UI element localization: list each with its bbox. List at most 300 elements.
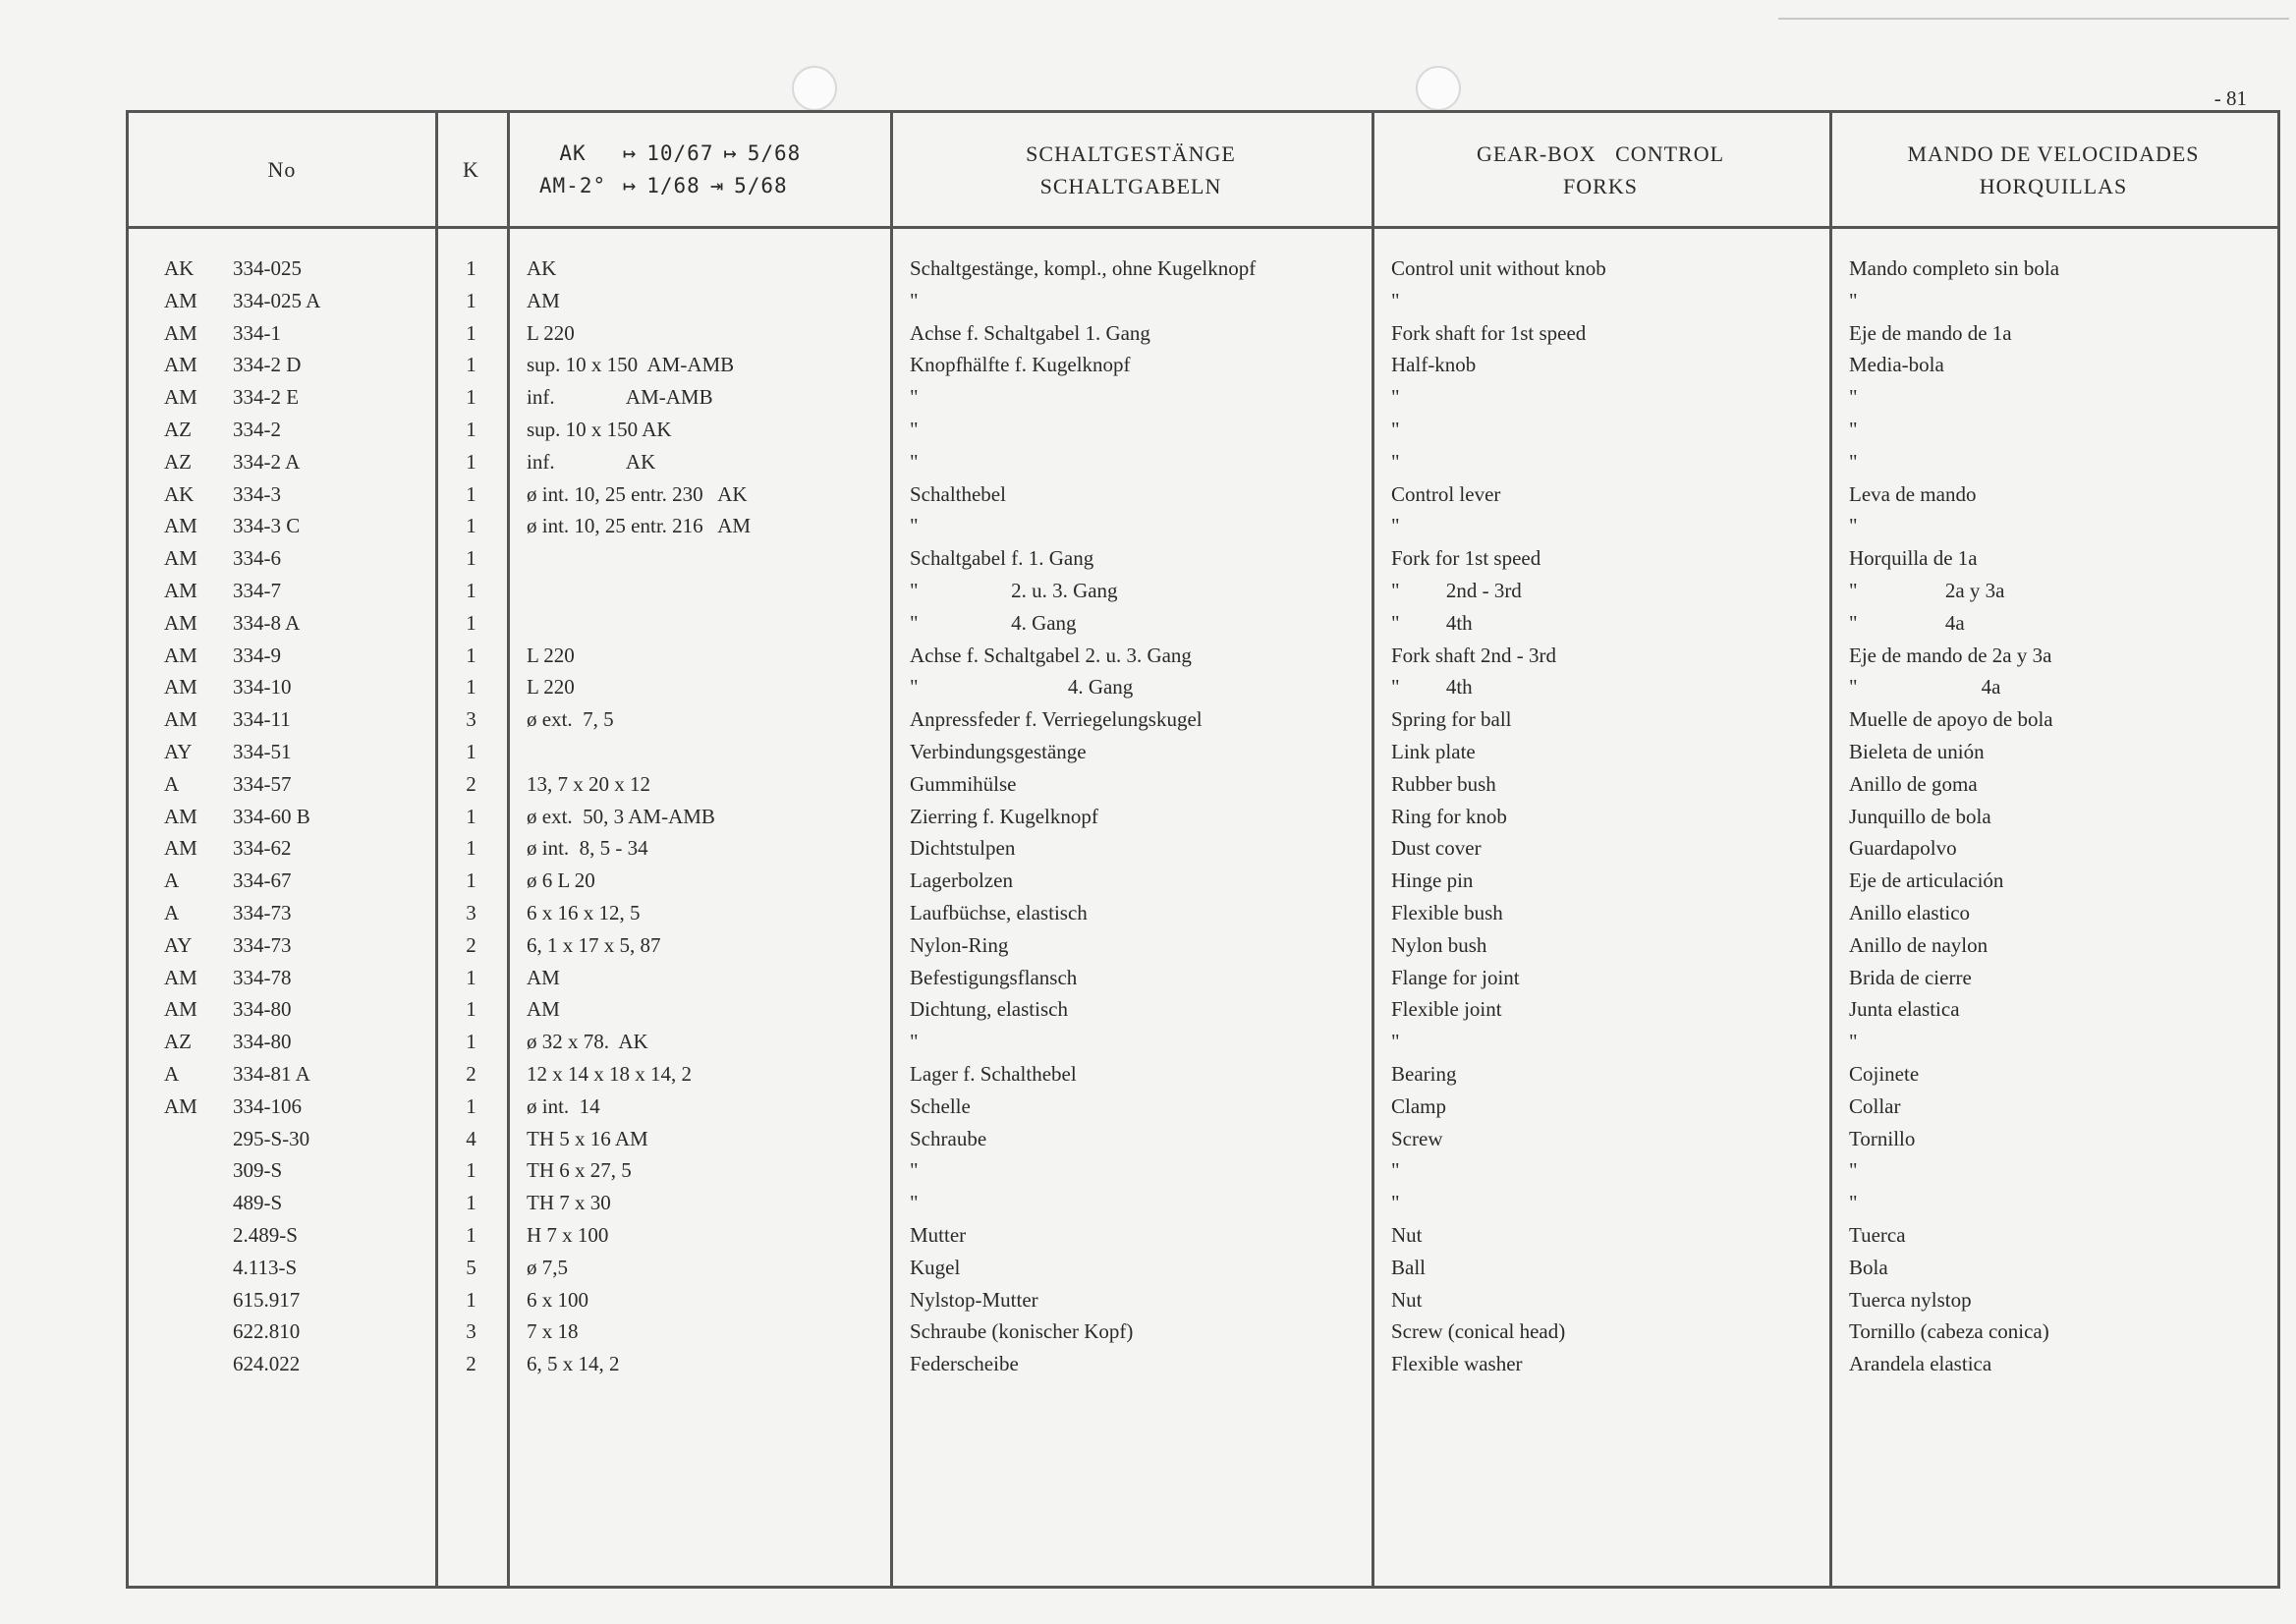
german-description-cell: " xyxy=(910,385,919,410)
part-number: 334-73 xyxy=(233,932,292,957)
english-description-cell: Fork for 1st speed xyxy=(1391,546,1541,571)
english-description-cell: Hinge pin xyxy=(1391,868,1474,893)
part-number: 334-106 xyxy=(233,1093,302,1118)
quantity-cell: 1 xyxy=(466,1191,476,1215)
part-number: 334-67 xyxy=(233,868,292,893)
part-number: 334-51 xyxy=(233,739,292,763)
table-row-part-number xyxy=(129,801,435,833)
german-description-cell: " xyxy=(910,449,919,474)
model-code: AZ xyxy=(164,449,192,474)
model-code: AM xyxy=(164,320,197,345)
quantity-cell: 1 xyxy=(466,965,476,989)
spanish-description-cell: " xyxy=(1849,514,1858,538)
english-description-cell: Ring for knob xyxy=(1391,804,1507,828)
table-row-part-number xyxy=(129,414,435,446)
quantity-cell: 1 xyxy=(466,256,476,280)
header-k xyxy=(435,113,507,229)
part-number: 334-11 xyxy=(233,707,291,732)
english-description-cell: " 4th xyxy=(1391,675,1473,700)
quantity-cell: 1 xyxy=(466,610,476,635)
column-english xyxy=(1372,113,1832,1586)
german-description-cell: Gummihülse xyxy=(910,771,1017,796)
english-description-cell: " xyxy=(1391,514,1400,538)
dimension-cell: 6 x 100 xyxy=(527,1287,588,1312)
table-row-part-number xyxy=(129,897,435,929)
header-k-label: K xyxy=(463,157,479,182)
part-number: 334-025 xyxy=(233,256,302,280)
model-code: AM xyxy=(164,288,197,312)
german-description-cell: " xyxy=(910,514,919,538)
table-row-part-number xyxy=(129,832,435,865)
model-code: AM xyxy=(164,1093,197,1118)
dimension-cell xyxy=(507,736,890,768)
dimension-cell xyxy=(507,542,890,575)
header-dim-line-1 xyxy=(532,138,801,170)
dimension-cell: ø ext. 50, 3 AM-AMB xyxy=(527,804,715,828)
spanish-description-cell: Anillo de goma xyxy=(1849,771,1978,796)
german-description-cell: Mutter xyxy=(910,1222,967,1247)
german-description-cell: " xyxy=(910,288,919,312)
part-number: 334-80 xyxy=(233,997,292,1022)
german-description-cell: Dichtstulpen xyxy=(910,836,1016,861)
spanish-description-cell: Tuerca nylstop xyxy=(1849,1287,1972,1312)
english-description-cell: Nut xyxy=(1391,1222,1423,1247)
arrow-stop-icon: ⇥ xyxy=(709,173,725,198)
quantity-cell: 1 xyxy=(466,1287,476,1312)
column-spanish xyxy=(1829,113,2277,1586)
model-code: AM xyxy=(164,836,197,861)
english-description-cell: " xyxy=(1391,288,1400,312)
column-k-body xyxy=(435,231,507,1380)
english-description-cell: " 2nd - 3rd xyxy=(1391,578,1522,602)
part-number: 334-73 xyxy=(233,900,292,924)
spanish-description-cell: " 2a y 3a xyxy=(1849,578,2005,602)
model-code: AM xyxy=(164,514,197,538)
part-number: 334-2 xyxy=(233,417,281,441)
model-code: AM xyxy=(164,707,197,732)
english-description-cell: Screw (conical head) xyxy=(1391,1319,1566,1344)
part-number: 334-62 xyxy=(233,836,292,861)
dimension-cell: 7 x 18 xyxy=(527,1319,579,1344)
part-number: 334-9 xyxy=(233,643,281,667)
german-description-cell: Schaltgestänge, kompl., ohne Kugelknopf xyxy=(910,256,1257,280)
quantity-cell: 4 xyxy=(466,1126,476,1150)
spanish-description-cell: Arandela elastica xyxy=(1849,1352,1992,1376)
spanish-description-cell: " 4a xyxy=(1849,675,2001,700)
dimension-cell: inf. AK xyxy=(527,449,656,474)
dimension-cell: L 220 xyxy=(527,643,575,667)
spanish-description-cell: Cojinete xyxy=(1849,1061,1920,1086)
quantity-cell: 1 xyxy=(466,997,476,1022)
column-german xyxy=(890,113,1374,1586)
dimension-cell: AM xyxy=(527,288,560,312)
table-row-part-number xyxy=(129,865,435,897)
quantity-cell: 1 xyxy=(466,643,476,667)
table-row-part-number xyxy=(129,446,435,478)
spanish-description-cell: " 4a xyxy=(1849,610,1965,635)
english-description-cell: Fork shaft for 1st speed xyxy=(1391,320,1587,345)
english-description-cell: Dust cover xyxy=(1391,836,1482,861)
english-description-cell: " xyxy=(1391,1030,1400,1054)
part-number: 334-3 xyxy=(233,481,281,506)
spanish-description-cell: Junquillo de bola xyxy=(1849,804,1991,828)
german-description-cell: Schelle xyxy=(910,1093,971,1118)
table-row-part-number xyxy=(129,349,435,381)
quantity-cell: 1 xyxy=(466,546,476,571)
model-code: A xyxy=(164,1061,180,1086)
quantity-cell: 1 xyxy=(466,449,476,474)
column-english-body xyxy=(1372,231,1829,1380)
english-description-cell: Nut xyxy=(1391,1287,1423,1312)
german-description-cell: " xyxy=(910,1158,919,1183)
table-row-part-number xyxy=(129,1187,435,1219)
part-number: 334-81 A xyxy=(233,1061,310,1086)
dimension-cell: AM xyxy=(527,997,560,1022)
model-code: AZ xyxy=(164,417,192,441)
model-code: AM xyxy=(164,546,197,571)
table-row-part-number xyxy=(129,1058,435,1091)
english-description-cell: Clamp xyxy=(1391,1093,1446,1118)
model-code: AK xyxy=(164,256,195,280)
header-dim-date-2a: 1/68 xyxy=(646,173,700,197)
spanish-description-cell: Horquilla de 1a xyxy=(1849,546,1978,571)
table-row-part-number xyxy=(129,510,435,542)
table-row-part-number xyxy=(129,962,435,994)
table-row-part-number xyxy=(129,1348,435,1380)
german-description-cell: " 4. Gang xyxy=(910,675,1134,700)
table-row-part-number xyxy=(129,768,435,801)
quantity-cell: 3 xyxy=(466,707,476,732)
column-german-body xyxy=(890,231,1372,1380)
part-number: 4.113-S xyxy=(233,1255,298,1279)
model-code: AY xyxy=(164,932,193,957)
punch-hole-right xyxy=(1416,66,1461,111)
spanish-description-cell: Bieleta de unión xyxy=(1849,739,1985,763)
dimension-cell: inf. AM-AMB xyxy=(527,385,713,410)
german-description-cell: Schraube (konischer Kopf) xyxy=(910,1319,1134,1344)
quantity-cell: 2 xyxy=(466,932,476,957)
quantity-cell: 2 xyxy=(466,771,476,796)
dimension-cell: ø int. 14 xyxy=(527,1093,600,1118)
model-code: AM xyxy=(164,578,197,602)
header-german-line-2: SCHALTGABELN xyxy=(1039,173,1222,198)
table-row-part-number xyxy=(129,607,435,640)
part-number: 622.810 xyxy=(233,1319,301,1344)
part-number: 334-3 C xyxy=(233,514,301,538)
part-number: 334-2 A xyxy=(233,449,301,474)
german-description-cell: Dichtung, elastisch xyxy=(910,997,1068,1022)
german-description-cell: Verbindungsgestänge xyxy=(910,739,1087,763)
spanish-description-cell: " xyxy=(1849,1158,1858,1183)
spanish-description-cell: Leva de mando xyxy=(1849,481,1977,506)
arrow-icon: ↦ xyxy=(623,173,638,198)
dimension-cell: TH 6 x 27, 5 xyxy=(527,1158,632,1183)
german-description-cell: Federscheibe xyxy=(910,1352,1019,1376)
dimension-cell: 6 x 16 x 12, 5 xyxy=(527,900,641,924)
dimension-cell: 13, 7 x 20 x 12 xyxy=(527,771,650,796)
german-description-cell: Laufbüchse, elastisch xyxy=(910,900,1088,924)
english-description-cell: Half-knob xyxy=(1391,353,1477,377)
model-code: A xyxy=(164,868,180,893)
header-dim-model-2: AM-2° xyxy=(538,173,607,197)
header-dim-model-1: AK xyxy=(559,140,587,165)
spanish-description-cell: Mando completo sin bola xyxy=(1849,256,2060,280)
arrow-icon: ↦ xyxy=(623,140,638,166)
spanish-description-cell: " xyxy=(1849,417,1858,441)
german-description-cell: Schraube xyxy=(910,1126,987,1150)
dimension-cell: H 7 x 100 xyxy=(527,1222,609,1247)
quantity-cell: 1 xyxy=(466,481,476,506)
quantity-cell: 1 xyxy=(466,1030,476,1054)
table-row-part-number xyxy=(129,542,435,575)
english-description-cell: Ball xyxy=(1391,1255,1426,1279)
dimension-cell xyxy=(507,607,890,640)
table-row-part-number xyxy=(129,1026,435,1058)
dimension-cell xyxy=(507,575,890,607)
english-description-cell: " xyxy=(1391,417,1400,441)
part-number: 334-2 D xyxy=(233,353,302,377)
part-number: 309-S xyxy=(233,1158,283,1183)
quantity-cell: 1 xyxy=(466,320,476,345)
spanish-description-cell: " xyxy=(1849,449,1858,474)
dimension-cell: ø int. 8, 5 - 34 xyxy=(527,836,648,861)
quantity-cell: 1 xyxy=(466,1222,476,1247)
dimension-cell: TH 5 x 16 AM xyxy=(527,1126,648,1150)
model-code: AM xyxy=(164,997,197,1022)
model-code: AM xyxy=(164,965,197,989)
german-description-cell: " xyxy=(910,1030,919,1054)
english-description-cell: " 4th xyxy=(1391,610,1473,635)
table-row-part-number xyxy=(129,317,435,350)
table-row-part-number xyxy=(129,1284,435,1316)
quantity-cell: 1 xyxy=(466,675,476,700)
column-no xyxy=(129,113,438,1586)
header-english-line-2: FORKS xyxy=(1563,173,1638,198)
quantity-cell: 1 xyxy=(466,1158,476,1183)
part-number: 624.022 xyxy=(233,1352,301,1376)
dimension-cell: AK xyxy=(527,256,557,280)
spanish-description-cell: Tornillo xyxy=(1849,1126,1916,1150)
german-description-cell: Anpressfeder f. Verriegelungskugel xyxy=(910,707,1203,732)
header-german-line-1: SCHALTGESTÄNGE xyxy=(1026,140,1236,166)
german-description-cell: Zierring f. Kugelknopf xyxy=(910,804,1098,828)
quantity-cell: 3 xyxy=(466,1319,476,1344)
table-row-part-number xyxy=(129,575,435,607)
model-code: AM xyxy=(164,353,197,377)
spanish-description-cell: Eje de mando de 1a xyxy=(1849,320,2012,345)
english-description-cell: Spring for ball xyxy=(1391,707,1512,732)
part-number: 334-6 xyxy=(233,546,281,571)
english-description-cell: " xyxy=(1391,449,1400,474)
spanish-description-cell: Eje de mando de 2a y 3a xyxy=(1849,643,2052,667)
header-spanish-line-1: MANDO DE VELOCIDADES xyxy=(1907,140,2200,166)
header-no xyxy=(129,113,435,229)
table-row-part-number xyxy=(129,1123,435,1155)
header-english xyxy=(1372,113,1829,229)
german-description-cell: " 2. u. 3. Gang xyxy=(910,578,1118,602)
dimension-cell: ø int. 10, 25 entr. 230 AK xyxy=(527,481,748,506)
table-row-part-number xyxy=(129,1252,435,1284)
part-number: 295-S-30 xyxy=(233,1126,310,1150)
quantity-cell: 1 xyxy=(466,417,476,441)
table-row-part-number xyxy=(129,285,435,317)
german-description-cell: Nylon-Ring xyxy=(910,932,1009,957)
german-description-cell: Knopfhälfte f. Kugelknopf xyxy=(910,353,1131,377)
header-no-label: No xyxy=(267,157,297,182)
quantity-cell: 2 xyxy=(466,1352,476,1376)
column-k xyxy=(435,113,510,1586)
english-description-cell: Bearing xyxy=(1391,1061,1457,1086)
punch-hole-left xyxy=(792,66,837,111)
dimension-cell: sup. 10 x 150 AM-AMB xyxy=(527,353,735,377)
dimension-cell: ø ext. 7, 5 xyxy=(527,707,614,732)
table-row-part-number xyxy=(129,993,435,1026)
dimension-cell: ø 7,5 xyxy=(527,1255,568,1279)
english-description-cell: " xyxy=(1391,1191,1400,1215)
part-number: 334-025 A xyxy=(233,288,321,312)
header-dim-date-1a: 10/67 xyxy=(646,140,714,165)
dimension-cell: L 220 xyxy=(527,320,575,345)
english-description-cell: Link plate xyxy=(1391,739,1476,763)
part-number: 489-S xyxy=(233,1191,283,1215)
dimension-cell: 6, 5 x 14, 2 xyxy=(527,1352,620,1376)
model-code: A xyxy=(164,771,180,796)
model-code: AZ xyxy=(164,1030,192,1054)
spanish-description-cell: Anillo de naylon xyxy=(1849,932,1988,957)
table-row-part-number xyxy=(129,1219,435,1252)
english-description-cell: Flange for joint xyxy=(1391,965,1520,989)
model-code: A xyxy=(164,900,180,924)
dimension-cell: 12 x 14 x 18 x 14, 2 xyxy=(527,1061,692,1086)
part-number: 334-2 E xyxy=(233,385,300,410)
column-dimensions-body xyxy=(507,231,890,1380)
model-code: AM xyxy=(164,385,197,410)
english-description-cell: Screw xyxy=(1391,1126,1443,1150)
english-description-cell: Flexible joint xyxy=(1391,997,1502,1022)
header-dim-date-1b: 5/68 xyxy=(747,140,802,165)
table-row-part-number xyxy=(129,252,435,285)
english-description-cell: Rubber bush xyxy=(1391,771,1496,796)
dimension-cell: AM xyxy=(527,965,560,989)
model-code: AY xyxy=(164,739,193,763)
dimension-cell: sup. 10 x 150 AK xyxy=(527,417,672,441)
quantity-cell: 1 xyxy=(466,288,476,312)
page-number: - 81 xyxy=(2213,86,2247,110)
german-description-cell: " xyxy=(910,1191,919,1215)
german-description-cell: Kugel xyxy=(910,1255,961,1279)
spanish-description-cell: Junta elastica xyxy=(1849,997,1960,1022)
table-row-part-number xyxy=(129,703,435,736)
parts-table xyxy=(126,110,2280,1589)
part-number: 334-80 xyxy=(233,1030,292,1054)
part-number: 615.917 xyxy=(233,1287,301,1312)
spanish-description-cell: " xyxy=(1849,1030,1858,1054)
model-code: AM xyxy=(164,675,197,700)
spanish-description-cell: Brida de cierre xyxy=(1849,965,1972,989)
spanish-description-cell: Guardapolvo xyxy=(1849,836,1957,861)
english-description-cell: Flexible washer xyxy=(1391,1352,1523,1376)
dimension-cell: ø 6 L 20 xyxy=(527,868,595,893)
english-description-cell: " xyxy=(1391,1158,1400,1183)
table-row-part-number xyxy=(129,1091,435,1123)
table-row-part-number xyxy=(129,1154,435,1187)
german-description-cell: " xyxy=(910,417,919,441)
german-description-cell: Lager f. Schalthebel xyxy=(910,1061,1077,1086)
quantity-cell: 1 xyxy=(466,868,476,893)
quantity-cell: 5 xyxy=(466,1255,476,1279)
table-row-part-number xyxy=(129,1316,435,1348)
spanish-description-cell: " xyxy=(1849,385,1858,410)
german-description-cell: " 4. Gang xyxy=(910,610,1077,635)
german-description-cell: Schaltgabel f. 1. Gang xyxy=(910,546,1094,571)
english-description-cell: Nylon bush xyxy=(1391,932,1487,957)
spanish-description-cell: Media-bola xyxy=(1849,353,1944,377)
spanish-description-cell: " xyxy=(1849,1191,1858,1215)
column-no-body xyxy=(129,231,435,1380)
spanish-description-cell: Tornillo (cabeza conica) xyxy=(1849,1319,2049,1344)
table-row-part-number xyxy=(129,736,435,768)
header-dim-line-2 xyxy=(532,170,788,202)
spanish-description-cell: Muelle de apoyo de bola xyxy=(1849,707,2053,732)
part-number: 334-60 B xyxy=(233,804,310,828)
quantity-cell: 3 xyxy=(466,900,476,924)
table-row-part-number xyxy=(129,671,435,703)
dimension-cell: ø int. 10, 25 entr. 216 AM xyxy=(527,514,752,538)
header-dimensions xyxy=(507,113,890,229)
spanish-description-cell: Anillo elastico xyxy=(1849,900,1971,924)
english-description-cell: Fork shaft 2nd - 3rd xyxy=(1391,643,1556,667)
column-dimensions xyxy=(507,113,893,1586)
german-description-cell: Lagerbolzen xyxy=(910,868,1013,893)
english-description-cell: Control lever xyxy=(1391,481,1501,506)
spanish-description-cell: " xyxy=(1849,288,1858,312)
column-spanish-body xyxy=(1829,231,2277,1380)
spanish-description-cell: Bola xyxy=(1849,1255,1888,1279)
table-row-part-number xyxy=(129,381,435,414)
header-dim-date-2b: 5/68 xyxy=(734,173,788,197)
model-code: AM xyxy=(164,804,197,828)
dimension-cell: ø 32 x 78. AK xyxy=(527,1030,648,1054)
part-number: 334-8 A xyxy=(233,610,301,635)
part-number: 334-57 xyxy=(233,771,292,796)
quantity-cell: 1 xyxy=(466,804,476,828)
dimension-cell: 6, 1 x 17 x 5, 87 xyxy=(527,932,661,957)
quantity-cell: 1 xyxy=(466,385,476,410)
spanish-description-cell: Collar xyxy=(1849,1093,1901,1118)
header-spanish xyxy=(1829,113,2277,229)
german-description-cell: Schalthebel xyxy=(910,481,1006,506)
header-spanish-line-2: HORQUILLAS xyxy=(1979,173,2128,198)
arrow-icon: ↦ xyxy=(723,140,738,166)
model-code: AM xyxy=(164,610,197,635)
spanish-description-cell: Tuerca xyxy=(1849,1222,1906,1247)
table-row-part-number xyxy=(129,929,435,962)
header-german xyxy=(890,113,1372,229)
part-number: 334-7 xyxy=(233,578,281,602)
english-description-cell: Flexible bush xyxy=(1391,900,1503,924)
german-description-cell: Achse f. Schaltgabel 2. u. 3. Gang xyxy=(910,643,1192,667)
spanish-description-cell: Eje de articulación xyxy=(1849,868,2004,893)
table-row-part-number xyxy=(129,640,435,672)
part-number: 334-78 xyxy=(233,965,292,989)
dimension-cell: L 220 xyxy=(527,675,575,700)
german-description-cell: Achse f. Schaltgabel 1. Gang xyxy=(910,320,1150,345)
model-code: AM xyxy=(164,643,197,667)
part-number: 334-1 xyxy=(233,320,281,345)
quantity-cell: 1 xyxy=(466,514,476,538)
quantity-cell: 1 xyxy=(466,353,476,377)
english-description-cell: Control unit without knob xyxy=(1391,256,1606,280)
